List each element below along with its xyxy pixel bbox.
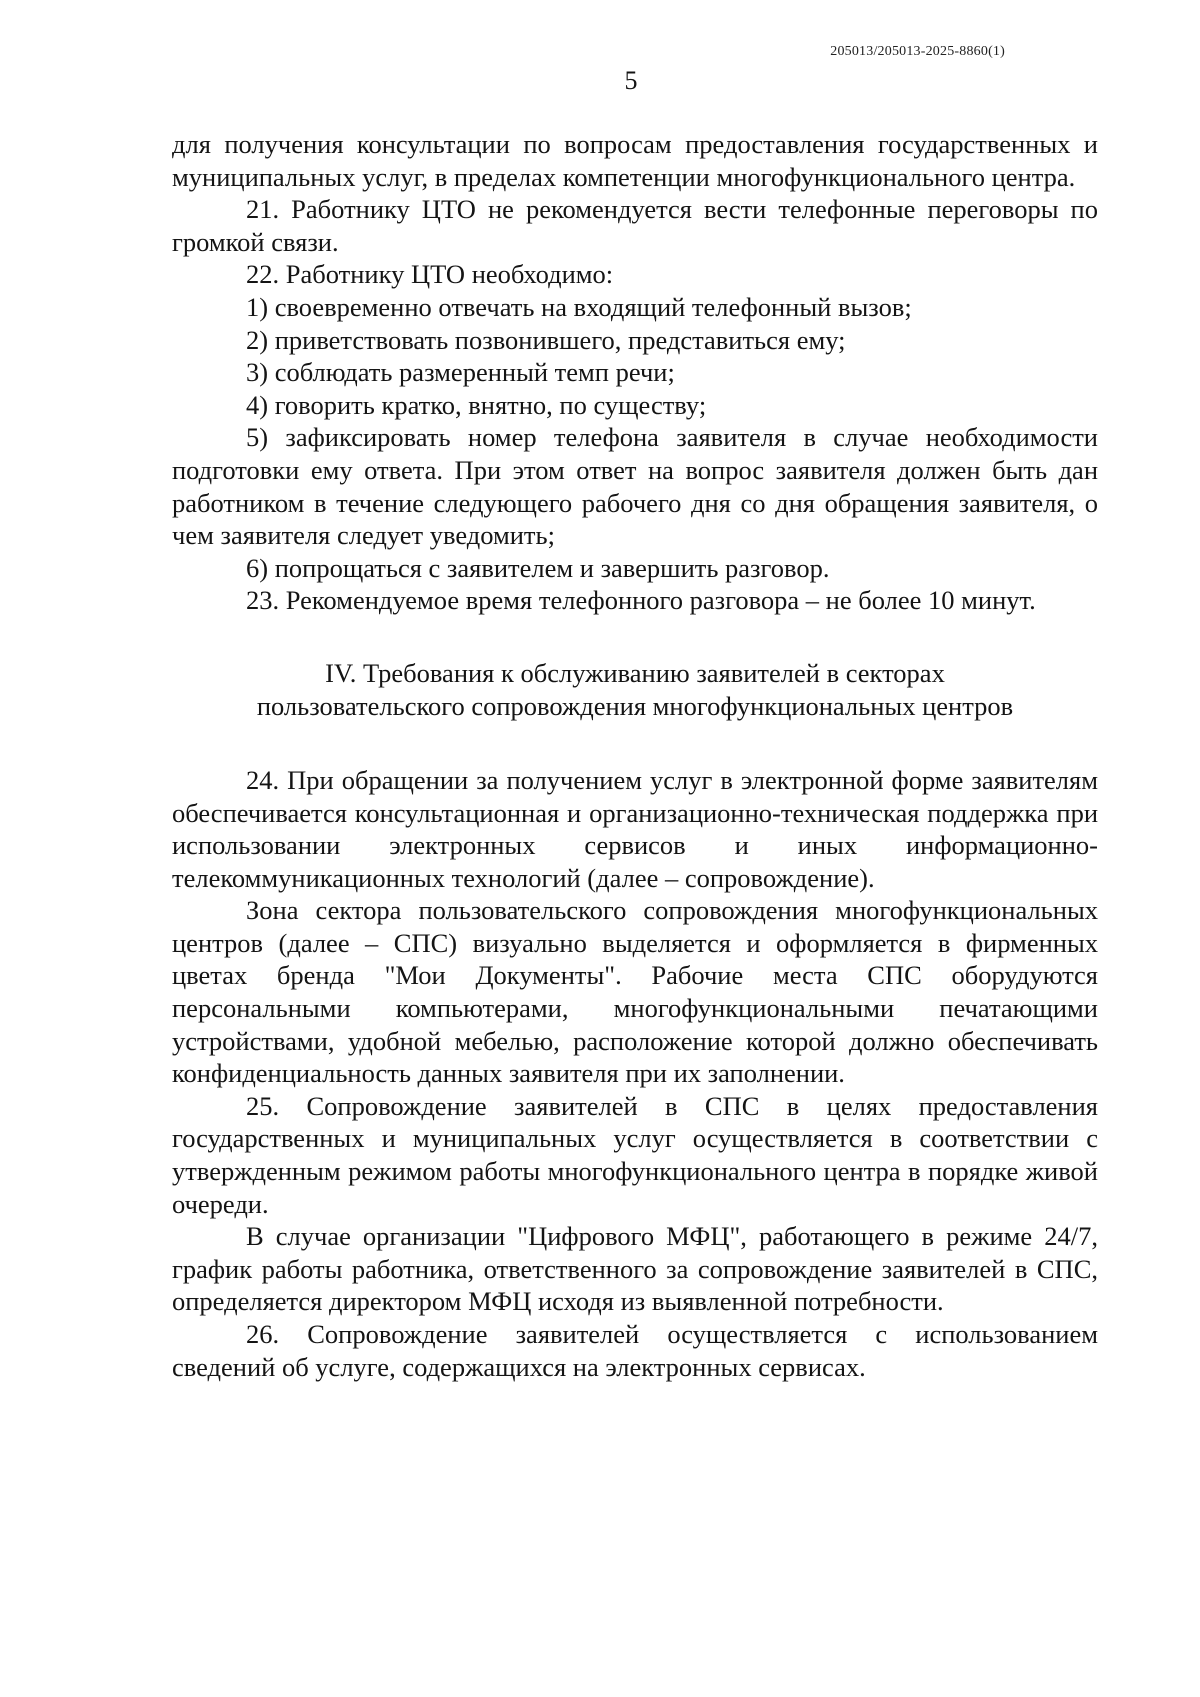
paragraph-24: 24. При обращении за получением услуг в электронной форме заявителям обеспечивается консультационная и организационно-техническая поддержка при использовании электронных сервисов и иных информационно-телекоммуникационных технологий (далее – сопровождение).: [172, 764, 1098, 893]
paragraph-22: 22. Работнику ЦТО необходимо:: [246, 259, 614, 290]
paragraph-sps-zone: Зона сектора пользовательского сопровождения многофункциональных центров (далее – СПС) визуально выделяется и оформляется в фирменных цветах бренда "Мои Документы". Рабочие места СПС оборудуются персональными компьютерами, многофункциональными печатающими устройствами, удобной мебелью, расположение которой должно обеспечивать конфиденциальность данных заявителя при их заполнении.: [172, 895, 1098, 1089]
list-item-1: 1) своевременно отвечать на входящий телефонный вызов;: [246, 291, 912, 322]
list-item-6: 6) попрощаться с заявителем и завершить разговор.: [246, 552, 830, 583]
page-number: 5: [624, 66, 638, 95]
list-item-5: 5) зафиксировать номер телефона заявителя в случае необходимости подготовки ему ответа. При этом ответ на вопрос заявителя должен быть дан работником в течение следующего рабочего дня со дня обращения заявителя, о чем заявителя следует уведомить;: [172, 422, 1098, 551]
document-id: 205013/205013-2025-8860(1): [830, 44, 1005, 59]
section-heading-line-2: пользовательского сопровождения многофункциональных центров: [256, 690, 1014, 721]
list-item-4: 4) говорить кратко, внятно, по существу;: [246, 389, 707, 420]
paragraph-continuation: для получения консультации по вопросам предоставления государственных и муниципальных услуг, в пределах компетенции многофункционального центра.: [172, 129, 1098, 192]
section-heading: [172, 657, 1098, 723]
paragraph-25: 25. Сопровождение заявителей в СПС в целях предоставления государственных и муниципальных услуг осуществляется в соответствии с утвержденным режимом работы многофункционального центра в порядке живой очереди.: [172, 1090, 1098, 1219]
paragraph-21: 21. Работнику ЦТО не рекомендуется вести телефонные переговоры по громкой связи.: [172, 194, 1098, 257]
paragraph-26: 26. Сопровождение заявителей осуществляется с использованием сведений об услуге, содержащихся на электронных сервисах.: [172, 1319, 1098, 1382]
list-item-2: 2) приветствовать позвонившего, представиться ему;: [246, 324, 846, 355]
paragraph-23: 23. Рекомендуемое время телефонного разговора – не более 10 минут.: [246, 585, 1036, 616]
list-item-3: 3) соблюдать размеренный темп речи;: [246, 357, 675, 388]
document-body: [172, 128, 1098, 1383]
section-heading-line-1: IV. Требования к обслуживанию заявителей в секторах: [325, 657, 945, 688]
paragraph-digital-mfc: В случае организации "Цифрового МФЦ", работающего в режиме 24/7, график работы работника, ответственного за сопровождение заявителей в СПС, определяется директором МФЦ исходя из выявленной потребности.: [172, 1221, 1098, 1317]
